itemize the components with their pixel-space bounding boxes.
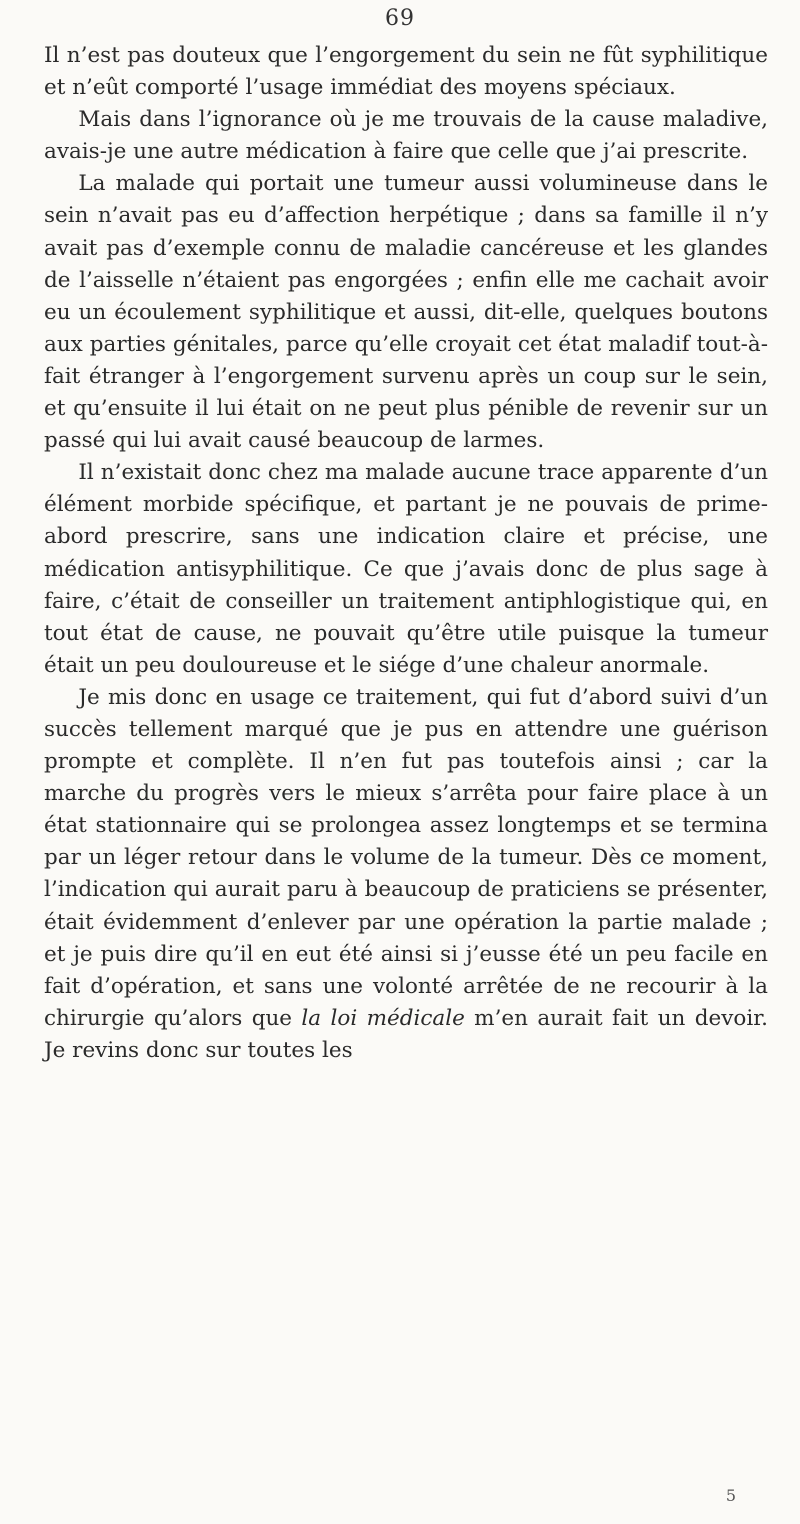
signature-mark: 5 [725, 1486, 736, 1505]
paragraph-1: Il n’est pas douteux que l’engorgement du sein ne fût syphilitique et n’eût comporté l’usage immédiat des moyens spéciaux. [44, 43, 768, 101]
paragraph-3: La malade qui portait une tumeur aussi volumineuse dans le sein n’avait pas eu d’affection herpétique ; dans sa famille il n’y avait pas d’exemple connu de maladie cancéreuse et les glandes de l’aisselle n’étaient pas engorgées ; enfin elle me cachait avoir eu un écoulement syphilitique et aussi, dit-elle, quelques boutons aux parties génitales, parce qu’elle croyait cet état maladif tout-à-fait étranger à l’engorgement survenu après un coup sur le sein, et qu’ensuite il lui était on ne peut plus pénible de revenir sur un passé qui lui avait causé beaucoup de larmes. [44, 171, 768, 454]
paragraph-5-text-before: Je mis donc en usage ce traitement, qui fut d’abord suivi d’un succès tellement marqué que je pus en attendre une guérison prompte et complète. Il n’en fut pas toutefois ainsi ; car la marche du progrès vers le mieux s’arrêta pour faire place à un état stationnaire qui se prolongea assez longtemps et se termina par un léger retour dans le volume de la tumeur. Dès ce moment, l’indication qui aurait paru à beaucoup de praticiens se présenter, était évidemment d’enlever par une opération la partie malade ; et je puis dire qu’il en eut été ainsi si j’eusse été un peu facile en fait d’opération, et sans une volonté arrêtée de ne recourir à la chirurgie qu’alors que [44, 684, 768, 1031]
paragraph-5-text-after: m’en aurait fait un devoir. Je revins donc sur toutes les [44, 1005, 768, 1063]
paragraph-5-emphasis: la loi médicale [301, 1005, 465, 1031]
paragraph-2: Mais dans l’ignorance où je me trouvais de la cause maladive, avais-je une autre médication à faire que celle que j’ai prescrite. [44, 107, 768, 165]
paragraph-4: Il n’existait donc chez ma malade aucune trace apparente d’un élément morbide spécifique, et partant je ne pouvais de prime-abord prescrire, sans une indication claire et précise, une médication antisyphilitique. Ce que j’avais donc de plus sage à faire, c’était de conseiller un traitement antiphlogistique qui, en tout état de cause, ne pouvait qu’être utile puisque la tumeur était un peu douloureuse et le siége d’une chaleur anormale. [44, 460, 768, 678]
page-number: 69 [385, 6, 415, 31]
body-text [44, 40, 768, 1067]
paragraph-5 [44, 682, 768, 1067]
